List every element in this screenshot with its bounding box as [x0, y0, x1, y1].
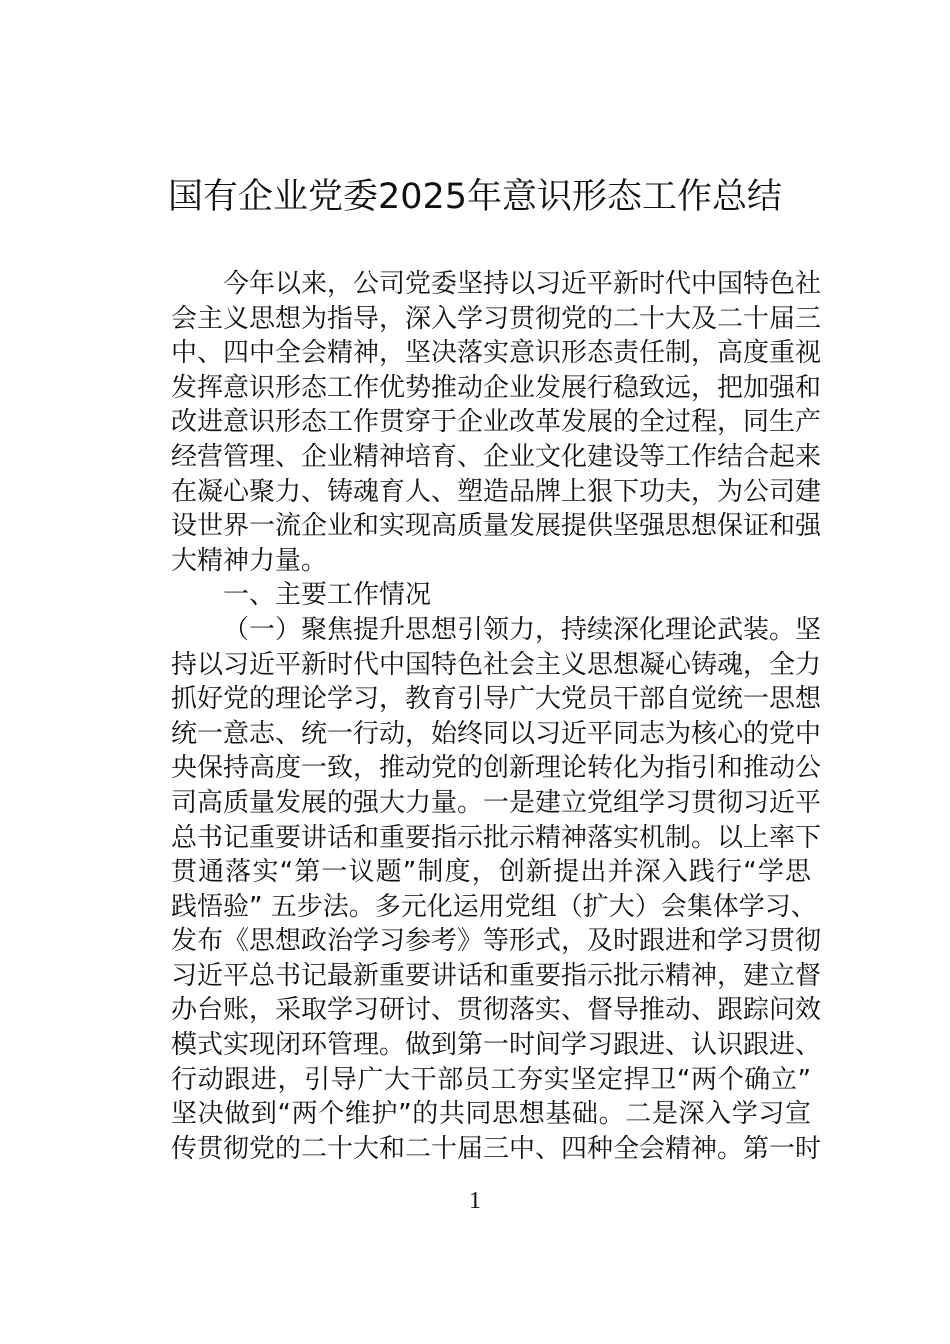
text-line: 设世界一流企业和实现高质量发展提供坚强思想保证和强 [171, 511, 822, 542]
text-line: 贯通落实“第一议题”制度，创新提出并深入践行“学思 [171, 857, 811, 888]
text-line: 传贯彻党的二十大和二十届三中、四种全会精神。第一时 [171, 1133, 822, 1164]
text-line: 司高质量发展的强大力量。一是建立党组学习贯彻习近平 [171, 787, 822, 818]
document-body [171, 267, 822, 1166]
text-line: 发布《思想政治学习参考》等形式，及时跟进和学习贯彻 [171, 926, 822, 957]
text-line: 今年以来，公司党委坚持以习近平新时代中国特色社 [223, 269, 822, 299]
text-line: 办台账，采取学习研讨、贯彻落实、督导推动、跟踪问效 [171, 995, 822, 1026]
page-number: 1 [469, 1188, 481, 1214]
text-line: 经营管理、企业精神培育、企业文化建设等工作结合起来 [171, 441, 822, 472]
paragraph-section-1 [171, 613, 822, 1167]
text-line: 统一意志、统一行动，始终同以习近平同志为核心的党中 [171, 718, 822, 749]
text-line: 会主义思想为指导，深入学习贯彻党的二十大及二十届三 [171, 303, 822, 334]
text-line: 坚决做到“两个维护”的共同思想基础。二是深入学习宣 [171, 1099, 811, 1130]
text-line: 中、四中全会精神，坚决落实意识形态责任制，高度重视 [171, 338, 822, 369]
text-line: 习近平总书记最新重要讲话和重要指示批示精神，建立督 [171, 960, 822, 991]
section-heading: 一、主要工作情况 [223, 580, 432, 611]
text-line: 践悟验” 五步法。多元化运用党组（扩大）会集体学习、 [171, 891, 817, 922]
text-line: 模式实现闭环管理。做到第一时间学习跟进、认识跟进、 [171, 1030, 822, 1061]
text-line: 改进意识形态工作贯穿于企业改革发展的全过程，同生产 [171, 407, 822, 438]
document-title: 国有企业党委2025年意识形态工作总结 [167, 177, 783, 217]
text-line: 持以习近平新时代中国特色社会主义思想凝心铸魂，全力 [171, 649, 822, 680]
text-line: 大精神力量。 [171, 545, 328, 576]
text-line: 发挥意识形态工作优势推动企业发展行稳致远，把加强和 [171, 372, 822, 403]
paragraph-intro [171, 267, 822, 578]
text-line: （一）聚焦提升思想引领力，持续深化理论武装。坚 [223, 614, 822, 645]
text-line: 在凝心聚力、铸魂育人、塑造品牌上狠下功夫，为公司建 [171, 476, 822, 507]
text-line: 抓好党的理论学习，教育引导广大党员干部自觉统一思想 [171, 684, 822, 715]
text-line: 央保持高度一致，推动党的创新理论转化为指引和推动公 [171, 753, 822, 784]
text-line: 行动跟进，引导广大干部员工夯实坚定捍卫“两个确立” [171, 1064, 811, 1095]
text-line: 总书记重要讲话和重要指示批示精神落实机制。以上率下 [171, 822, 822, 853]
